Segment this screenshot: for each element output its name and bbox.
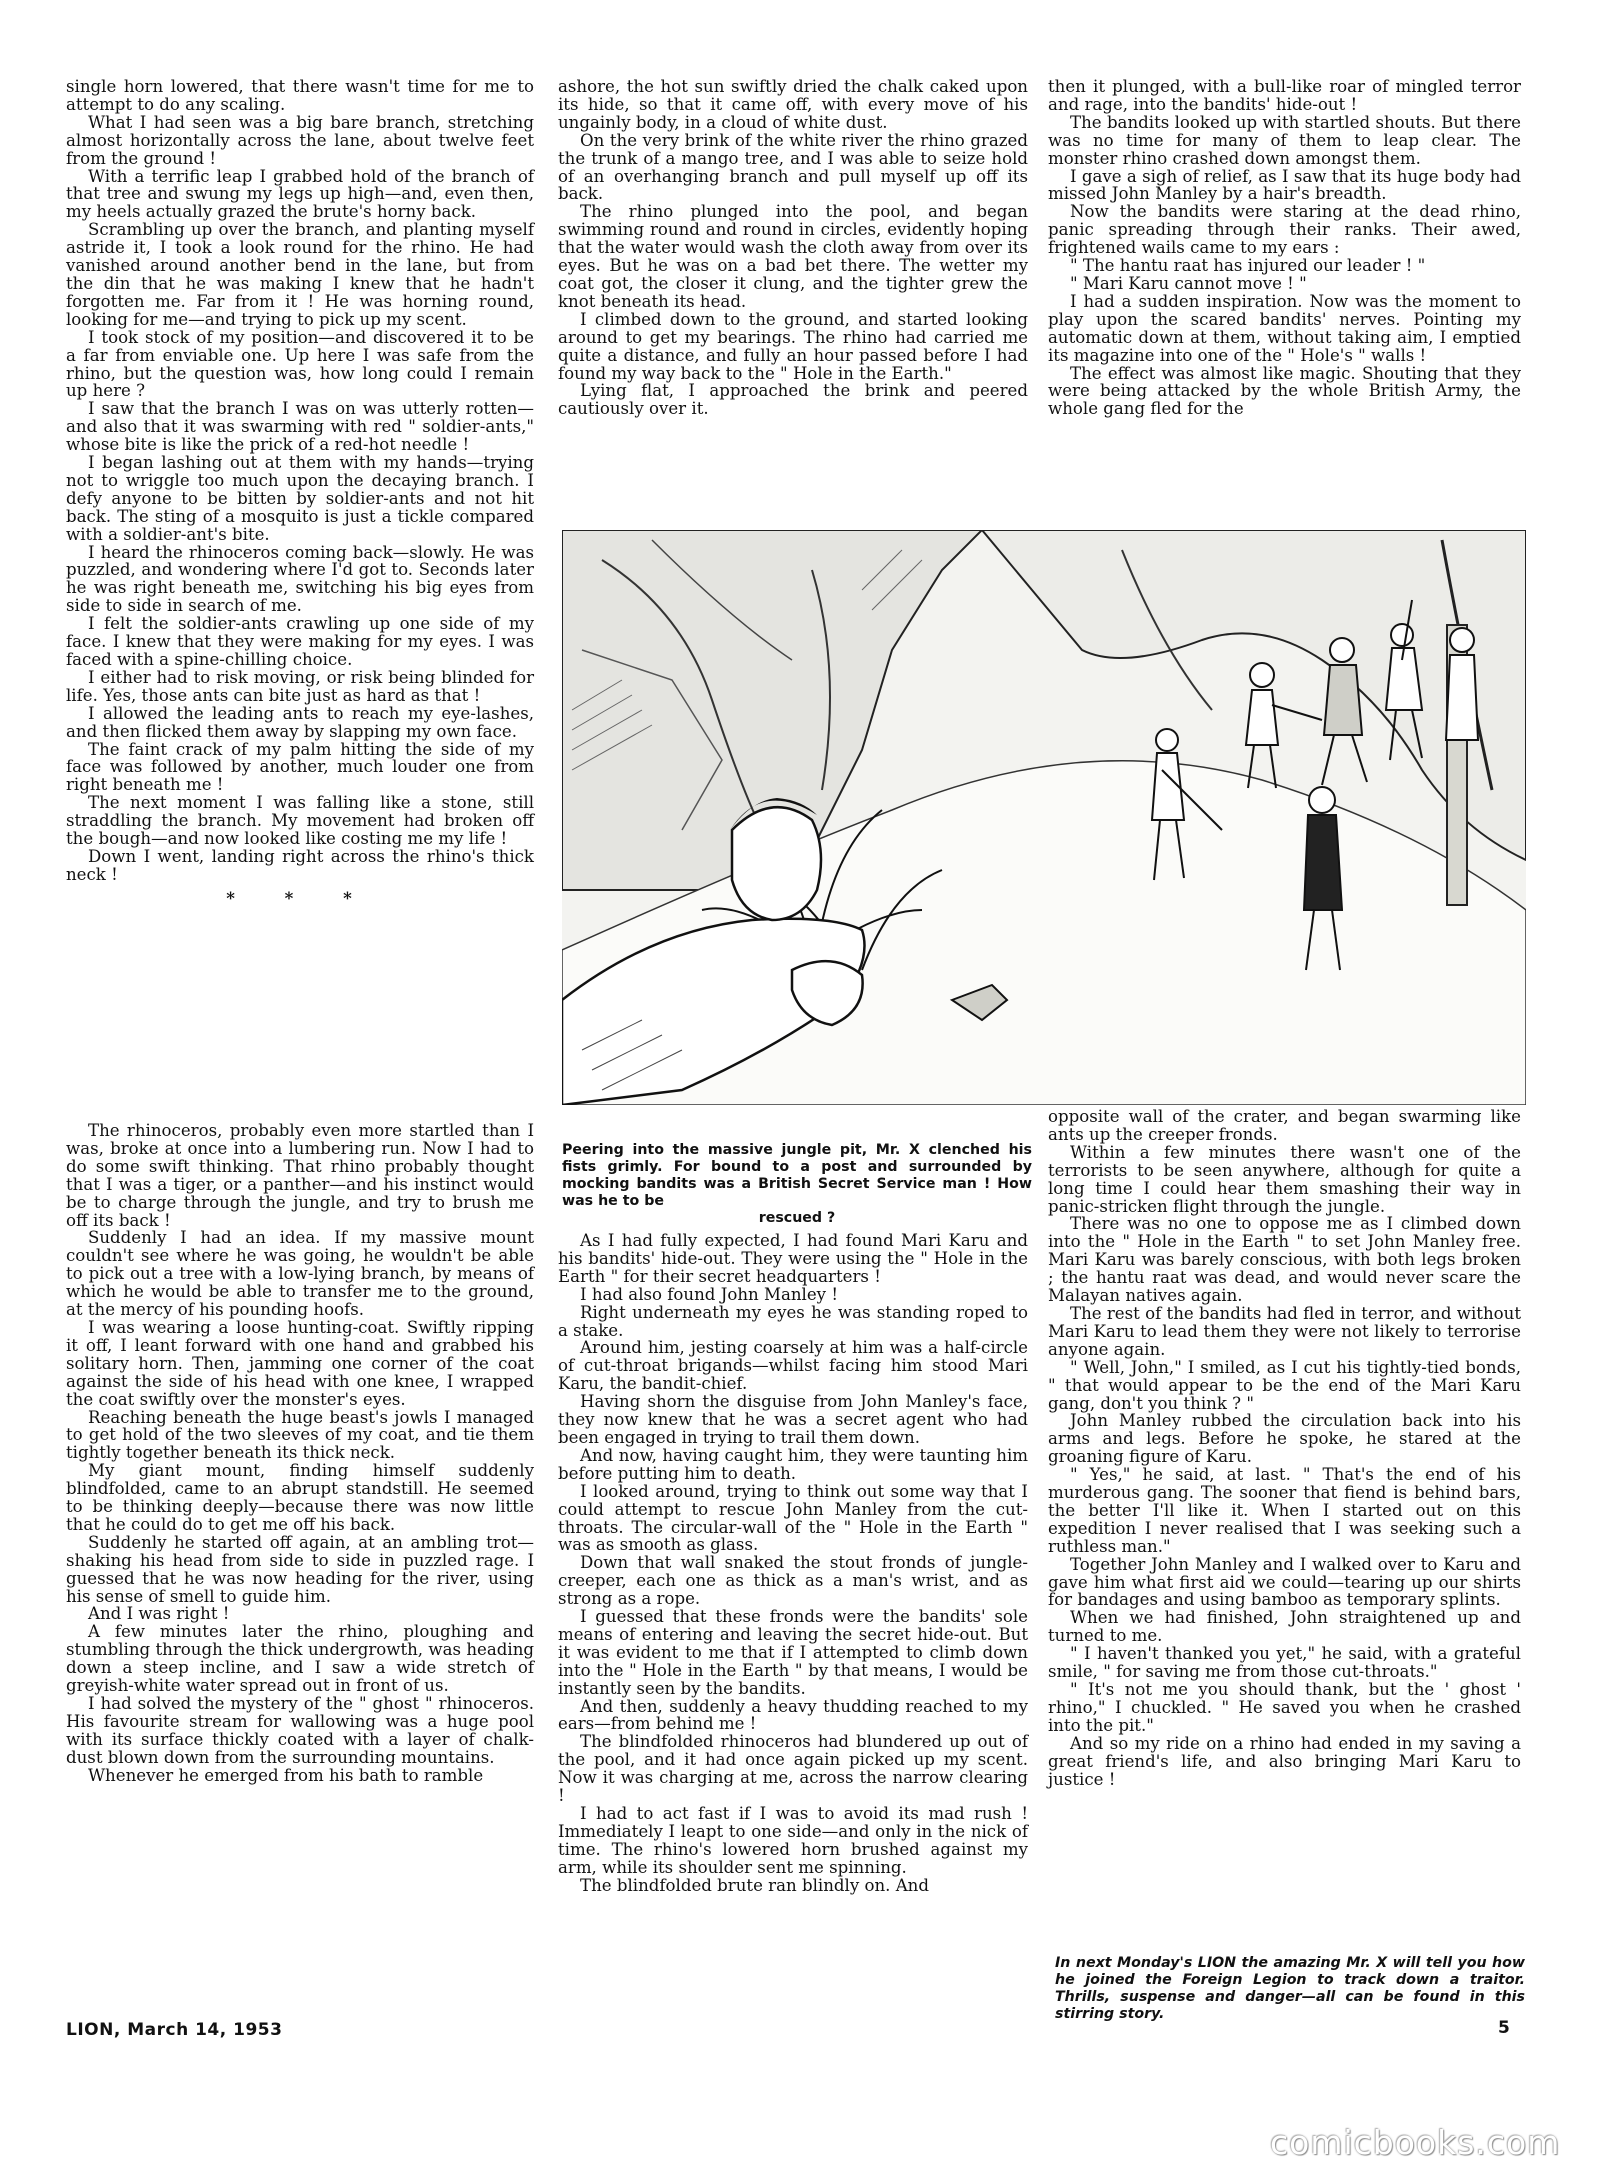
paragraph: Now the bandits were staring at the dead rhino, panic spreading through their ranks. Their awed, frightened wails came to my ears : [1048,202,1521,258]
paragraph: Scrambling up over the branch, and planting myself astride it, I took a look round for the rhino. He had vanished around another bend in the lane, but from the din that he was making I knew that he hadn't forgotten me. Far from it ! He was horning round, looking for me—and trying to pick up my scent. [66,220,534,329]
paragraph: Around him, jesting coarsely at him was a half-circle of cut-throat brigands—whilst facing him stood Mari Karu, the bandit-chief. [558,1338,1028,1394]
paragraph: " Well, John," I smiled, as I cut his tightly-tied bonds, " that would appear to be the end of the Mari Karu gang, don't you think ? " [1048,1357,1521,1413]
article-column-3-bottom [1048,1108,1521,1788]
paragraph: I took stock of my position—and discovered it to be a far from enviable one. Up here I was safe from the rhino, but the question was, how long could I remain up here ? [66,327,534,401]
issue-date-footer: LION, March 14, 1953 [66,2020,283,2040]
paragraph: " The hantu raat has injured our leader ! " [1070,256,1426,276]
paragraph: On the very brink of the white river the rhino grazed the trunk of a mango tree, and I was able to seize hold of an overhanging branch and pull myself up off its back. [558,130,1028,204]
paragraph: Within a few minutes there wasn't one of the terrorists to be seen anywhere, although for quite a long time I could hear them smashing their way in panic-stricken flight through the jungle. [1048,1142,1521,1216]
paragraph: The effect was almost like magic. Shouting that they were being attacked by the whole British Army, the whole gang fled for the [1048,363,1521,419]
paragraph: And I was right ! [88,1604,230,1624]
paragraph: I guessed that these fronds were the bandits' sole means of entering and leaving the secret hide-out. But it was evident to me that if I attempted to climb down into the " Hole in the Earth " by that means, I would be instantly seen by the bandits. [558,1607,1028,1698]
paragraph: Having shorn the disguise from John Manley's face, they now knew that he was a secret agent who had been engaged in trying to trail them down. [558,1392,1028,1447]
paragraph: I had a sudden inspiration. Now was the moment to play upon the scared bandits' nerves. Pointing my automatic down at them, without taking aim, I emptied its magazine into one of the " Hole's " walls ! [1048,291,1521,365]
paragraph: A few minutes later the rhino, ploughing and stumbling through the thick undergrowth, was heading down a steep incline, and I saw a wide stretch of greyish-white water spread out in front of us. [66,1622,534,1696]
paragraph: John Manley rubbed the circulation back into his arms and legs. Before he spoke, he stared at the groaning figure of Karu. [1048,1411,1521,1467]
paragraph: Together John Manley and I walked over to Karu and gave him what first aid we could—tearing up our shirts for bandages and using bamboo as temporary splints. [1048,1554,1521,1610]
illustration-caption [562,1142,1032,1227]
paragraph: Lying flat, I approached the brink and peered cautiously over it. [558,381,1028,419]
paragraph: My giant mount, finding himself suddenly blindfolded, came to an abrupt standstill. He seemed to be thinking deeply—because there was now little that he could do to get me off his back. [66,1461,534,1534]
paragraph: And so my ride on a rhino had ended in my saving a great friend's life, and also bringing Mari Karu to justice ! [1048,1733,1521,1789]
article-column-2-bottom [558,1232,1028,1895]
paragraph: I was wearing a loose hunting-coat. Swiftly ripping it off, I leant forward with one hand and grabbed his solitary horn. Then, jamming one corner of the coat against the side of his head with one knee, I wrapped the coat swiftly over the monster's eyes. [66,1317,534,1409]
paragraph: And now, having caught him, they were taunting him before putting him to death. [558,1445,1028,1483]
paragraph: There was no one to oppose me as I climbed down into the " Hole in the Earth " to set John Manley free. Mari Karu was barely conscious, with both legs broken ; the hantu raat was dead, and would never scare the Malayan natives again. [1048,1214,1521,1306]
paragraph: Down I went, landing right across the rhino's thick neck ! [66,846,534,884]
section-break: * * * [226,887,374,908]
paragraph: " I haven't thanked you yet," he said, with a grateful smile, " for saving me from those cut-throats." [1048,1644,1521,1682]
paragraph: I allowed the leading ants to reach my eye-lashes, and then flicked them away by slapping my own face. [66,703,534,741]
paragraph: When we had finished, John straightened up and turned to me. [1048,1608,1521,1646]
story-illustration [562,530,1526,1105]
paragraph: I had to act fast if I was to avoid its mad rush ! Immediately I leapt to one side—and only in the nick of time. The rhino's lowered horn brushed against my arm, while its shoulder sent me spinning. [558,1804,1028,1877]
paragraph: The rhino plunged into the pool, and began swimming round and round in circles, evidently hoping that the water would wash the cloth away from over its eyes. But he was on a bad bet there. The wetter my coat got, the closer it clung, and the tighter grew the knot beneath its head. [558,202,1028,311]
paragraph: The bandits looked up with startled shouts. But there was no time for many of them to leap clear. The monster rhino crashed down amongst them. [1048,112,1521,168]
paragraph: I either had to risk moving, or risk being blinded for life. Yes, those ants can bite just as hard as that ! [66,667,534,705]
article-column-2-top [558,78,1028,418]
paragraph: " Yes," he said, at last. " That's the end of his murderous gang. The sooner that fiend is behind bars, the better I'll like it. When I started out on this expedition I never realised that I was seeking such a ruthless man." [1048,1465,1521,1556]
site-watermark: comicbooks.com [1270,2123,1561,2162]
paragraph: The blindfolded rhinoceros had blundered up out of the pool, and it had once again picked up my scent. Now it was charging at me, across the narrow clearing ! [558,1732,1028,1806]
paragraph: I gave a sigh of relief, as I saw that its huge body had missed John Manley by a hair's breadth. [1048,166,1521,204]
paragraph: The faint crack of my palm hitting the side of my face was followed by another, much louder one from right beneath me ! [66,739,534,795]
paragraph: Reaching beneath the huge beast's jowls I managed to get hold of the two sleeves of my coat, and tie them tightly together beneath its thick neck. [66,1407,534,1463]
paragraph: " It's not me you should thank, but the ' ghost ' rhino," I chuckled. " He saved you when he crashed into the pit." [1048,1680,1521,1735]
paragraph: And then, suddenly a heavy thudding reached to my ears—from behind me ! [558,1696,1028,1734]
paragraph: ashore, the hot sun swiftly dried the chalk caked upon its hide, so that it came off, with every move of his ungainly body, in a cloud of white dust. [558,77,1028,132]
paragraph: What I had seen was a big bare branch, stretching almost horizontally across the lane, about twelve feet from the ground ! [66,112,534,168]
paragraph: then it plunged, with a bull-like roar of mingled terror and rage, into the bandits' hide-out ! [1048,77,1521,114]
jungle-pit-drawing [562,530,1526,1105]
next-issue-teaser: In next Monday's LION the amazing Mr. X will tell you how he joined the Foreign Legion to track down a traitor. Thrills, suspense and danger—all can be found in this stirring story. [1055,1955,1525,2022]
caption-text-end: rescued ? [758,1210,836,1226]
paragraph: Suddenly I had an idea. If my massive mount couldn't see where he was going, he wouldn't be able to pick out a tree with a low-lying branch, by means of which he would be able to transfer me to the ground, at the mercy of his pounding hoofs. [66,1228,534,1320]
caption-text: Peering into the massive jungle pit, Mr. X clenched his fists grimly. For bound to a post and surrounded by mocking bandits was a British Secret Service man ! How was he to be [562,1142,1032,1209]
paragraph: I heard the rhinoceros coming back—slowly. He was puzzled, and wondering where I'd got to. Seconds later he was right beneath me, switching his big eyes from side to side in search of me. [66,542,534,616]
paragraph: I looked around, trying to think out some way that I could attempt to rescue John Manley from the cut-throats. The circular-wall of the " Hole in the Earth " was as smooth as glass. [558,1481,1028,1555]
paragraph: Down that wall snaked the stout fronds of jungle-creeper, each one as thick as a man's wrist, and as strong as a rope. [558,1553,1028,1609]
paragraph: I had also found John Manley ! [580,1284,838,1304]
paragraph: I had solved the mystery of the " ghost " rhinoceros. His favourite stream for wallowing was a huge pool with its surface thickly coated with a layer of chalk-dust blown down from the surrounding mountains. [66,1694,534,1767]
paragraph: The rest of the bandits had fled in terror, and without Mari Karu to lead them they were not likely to terrorise anyone again. [1048,1303,1521,1359]
paragraph: The next moment I was falling like a stone, still straddling the branch. My movement had broken off the bough—and now looked like costing me my life ! [66,793,534,849]
article-column-1-top [66,78,534,916]
paragraph: I climbed down to the ground, and started looking around to get my bearings. The rhino had carried me quite a distance, and fully an hour passed before I had found my way back to the " Hole in the Earth." [558,309,1028,383]
paragraph: opposite wall of the crater, and began swarming like ants up the creeper fronds. [1048,1107,1521,1144]
paragraph: Right underneath my eyes he was standing roped to a stake. [558,1302,1028,1340]
paragraph: single horn lowered, that there wasn't time for me to attempt to do any scaling. [66,77,534,114]
paragraph: Suddenly he started off again, at an ambling trot—shaking his head from side to side in puzzled rage. I guessed that he was now heading for the river, using his sense of smell to guide him. [66,1532,534,1606]
paragraph: The blindfolded brute ran blindly on. And [580,1875,929,1895]
paragraph: Whenever he emerged from his bath to ramble [88,1765,484,1785]
page-number: 5 [1498,2018,1510,2038]
paragraph: " Mari Karu cannot move ! " [1070,273,1307,293]
paragraph: I began lashing out at them with my hands—trying not to wriggle too much upon the decaying branch. I defy anyone to be bitten by soldier-ants and not hit back. The sting of a mosquito is just a tickle compared with a soldier-ant's bite. [66,453,534,544]
paragraph: With a terrific leap I grabbed hold of the branch of that tree and swung my legs up high—and, even then, my heels actually grazed the brute's horny back. [66,166,534,222]
paragraph: I saw that the branch I was on was utterly rotten—and also that it was swarming with red " soldier-ants," whose bite is like the prick of a red-hot needle ! [66,399,534,455]
paragraph: The rhinoceros, probably even more startled than I was, broke at once into a lumbering run. Now I had to do some swift thinking. That rhino probably thought that I was a tiger, or a panther—and his instinct would be to charge through the jungle, and try to brush me off its back ! [66,1121,534,1230]
paragraph: As I had fully expected, I had found Mari Karu and his bandits' hide-out. They were using the " Hole in the Earth " for their secret headquarters ! [558,1231,1028,1286]
article-column-1-bottom [66,1122,534,1785]
article-column-3-top [1048,78,1521,418]
paragraph: I felt the soldier-ants crawling up one side of my face. I knew that they were making for my eyes. I was faced with a spine-chilling choice. [66,614,534,669]
